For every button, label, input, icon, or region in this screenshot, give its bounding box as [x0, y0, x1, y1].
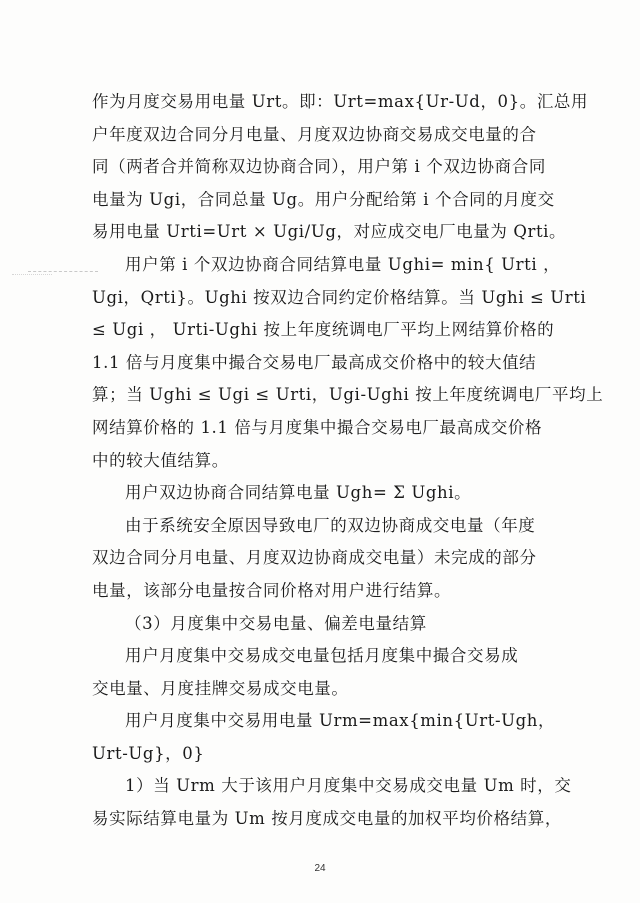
text-line: 交电量、月度挂牌交易成交电量。 [92, 678, 349, 698]
paragraph-ugh [92, 477, 562, 510]
text-line: 电量，该部分电量按合同价格对用户进行结算。 [92, 580, 452, 600]
text-line: 由于系统安全原因导致电厂的双边协商成交电量（年度 [125, 515, 536, 535]
text-line: 用户第 i 个双边协商合同结算电量 Ughi= min{ Urti ， [125, 254, 561, 274]
paragraph-case-1 [92, 770, 572, 835]
text-line: 同（两者合并简称双边协商合同），用户第 i 个双边协商合同 [92, 157, 546, 177]
paragraph-urt [92, 86, 589, 249]
text-line: 易用电量 Urti=Urt × Ugi/Ug，对应成交电厂电量为 Qrti。 [92, 222, 567, 242]
scan-artifact [12, 274, 52, 276]
page-number: 24 [314, 863, 326, 874]
text-line: 双边合同分月电量、月度双边协商成交电量）未完成的部分 [92, 548, 537, 568]
paragraph-urm [92, 705, 562, 770]
text-line: 用户双边协商合同结算电量 Ugh= Σ Ughi。 [125, 483, 472, 503]
text-line: ≤ Ugi ， Urti-Ughi 按上年度统调电厂平均上网结算价格的 [92, 320, 555, 340]
text-line: Ugi，Qrti}。Ughi 按双边合同约定价格结算。当 Ughi ≤ Urti [92, 287, 587, 307]
text-line: 用户月度集中交易用电量 Urm=max{min{Urt-Ugh， [125, 711, 556, 731]
paragraph-monthly-centralized [92, 640, 562, 705]
text-line: 作为月度交易用电量 Urt。即：Urt=max{Ur-Ud，0}。汇总用 [92, 92, 589, 111]
text-line: （3）月度集中交易电量、偏差电量结算 [125, 613, 427, 633]
text-line: Urt-Ug}，0} [92, 743, 205, 763]
text-line: 1）当 Urm 大于该用户月度集中交易成交电量 Um 时，交 [125, 776, 572, 796]
text-line: 易实际结算电量为 Um 按月度成交电量的加权平均价格结算， [92, 809, 562, 829]
text-line: 算；当 Ughi ≤ Ugi ≤ Urti，Ugi-Ughi 按上年度统调电厂平均上 [92, 385, 604, 405]
text-line: 中的较大值结算。 [92, 450, 229, 470]
text-line: 1.1 倍与月度集中撮合交易电厂最高成交价格中的较大值结 [92, 352, 537, 372]
text-line: 户年度双边合同分月电量、月度双边协商交易成交电量的合 [92, 124, 537, 144]
paragraph-system-safety [92, 510, 562, 608]
text-line: 网结算价格的 1.1 倍与月度集中撮合交易电厂最高成交价格 [92, 417, 543, 437]
text-line: 用户月度集中交易成交电量包括月度集中撮合交易成 [125, 646, 519, 666]
text-line: 电量为 Ugi，合同总量 Ug。用户分配给第 i 个合同的月度交 [92, 189, 555, 209]
scan-artifact [28, 271, 98, 273]
document-body [92, 86, 604, 836]
paragraph-ughi [92, 249, 604, 477]
section-heading [92, 608, 562, 641]
